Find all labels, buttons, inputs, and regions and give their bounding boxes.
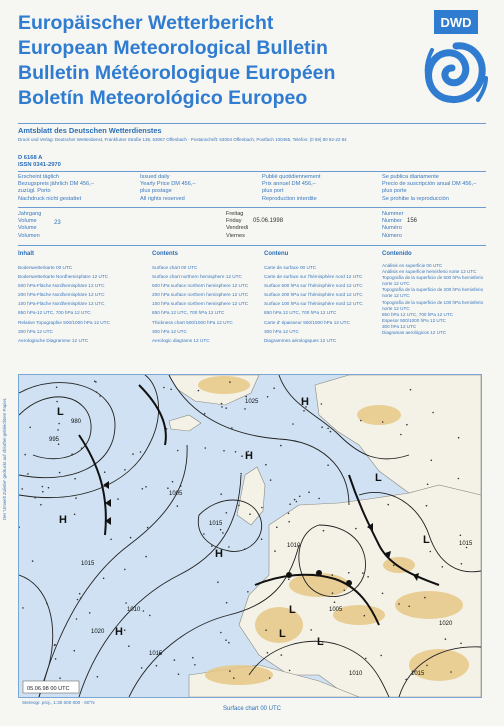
isobar-label: 1015: [81, 561, 95, 567]
station-dot: [318, 498, 320, 500]
station-dot: [332, 592, 334, 594]
list-item: Relative Topographie 500/1000 hPa 12 UTC: [18, 319, 110, 325]
station-dot: [247, 591, 249, 593]
station-dot: [229, 381, 231, 383]
iceland-landmass: [169, 415, 201, 431]
list-item: Aerologische Diagramme 12 UTC: [18, 337, 89, 343]
isobar-label: 980: [71, 419, 82, 425]
station-dot: [149, 615, 151, 617]
station-dot: [194, 664, 196, 666]
isobar-label: 1015: [411, 671, 425, 677]
list-item: 850 hPa-12 UTC, 700 hPa 12 UTC: [18, 310, 91, 316]
station-dot: [233, 677, 235, 679]
station-dot: [56, 387, 58, 389]
station-dot: [360, 420, 362, 422]
issue-info-english: Issued daily Yearly Price DM 456,– plus postage All rights reserved: [140, 174, 196, 202]
station-dot: [180, 485, 182, 487]
station-dot: [226, 512, 228, 514]
station-dot: [145, 556, 147, 558]
map-scale-note: Stereogr. proj., 1:30 000 000 · 60°N: [22, 700, 95, 705]
station-dot: [110, 539, 112, 541]
station-dot: [104, 471, 106, 473]
issue-date: 05.06.1998: [253, 218, 284, 224]
station-dot: [289, 670, 291, 672]
high-pressure-symbol: H: [245, 450, 253, 462]
isobar-label: 1005: [329, 607, 343, 613]
station-dot: [76, 618, 78, 620]
station-dot: [174, 659, 176, 661]
station-dot: [80, 597, 82, 599]
station-dot: [177, 450, 179, 452]
station-dot: [364, 615, 366, 617]
scandinavia-landmass: [315, 375, 481, 495]
station-dot: [296, 501, 298, 503]
station-dot: [211, 545, 213, 547]
station-dot: [172, 481, 174, 483]
low-pressure-symbol: L: [57, 406, 64, 418]
list-item: Surface chart 00 UTC: [152, 265, 198, 270]
station-dot: [365, 658, 367, 660]
station-dot: [310, 629, 312, 631]
station-dot: [426, 505, 428, 507]
station-dot: [288, 521, 290, 523]
station-dot: [427, 484, 429, 486]
list-item: Surface chart northern hemisphere 12 UTC: [152, 274, 242, 280]
logo-text: DWD: [440, 15, 472, 30]
high-pressure-symbol: H: [115, 626, 123, 638]
station-dot: [130, 537, 132, 539]
list-item: Topografía de la superficie de 200 hPa hemisferio norte 12 UTC: [382, 287, 484, 299]
list-item: Topografía de la superficie de 100 hPa hemisferio norte 12 UTC: [382, 299, 484, 311]
isobar-label: 1015: [459, 541, 473, 547]
list-item: 100 hPa surface northern hemisphere 12 UTC: [152, 301, 249, 307]
list-item: Surface 100 hPa sur l'hémisphère nord 12 UTC: [264, 301, 363, 307]
station-dot: [431, 460, 433, 462]
day-labels: Freitag Friday Vendredi Viernes: [226, 211, 249, 239]
station-dot: [241, 455, 243, 457]
station-dot: [393, 565, 395, 567]
station-dot: [99, 395, 101, 397]
list-item: Surface 200 hPa sur l'hémisphère nord 12 UTC: [264, 292, 363, 298]
contents-heading: Inhalt: [18, 251, 34, 257]
station-dot: [221, 406, 223, 408]
station-dot: [220, 632, 222, 634]
list-item: Bodenwetterkarte 00 UTC: [18, 265, 73, 270]
station-dot: [55, 658, 57, 660]
station-dot: [77, 599, 79, 601]
station-dot: [382, 593, 384, 595]
station-dot: [244, 408, 246, 410]
station-dot: [461, 563, 463, 565]
station-dot: [331, 574, 333, 576]
station-dot: [74, 514, 76, 516]
issue-info-german: Erscheint täglich Bezugspreis jährlich DM 456,– zuzügl. Porto Nachdruck nicht gestattet: [18, 174, 94, 202]
station-dot: [274, 550, 276, 552]
station-dot: [355, 528, 357, 530]
issue-number: 156: [407, 218, 418, 224]
list-item: 500 hPa surface northern hemisphere 12 UTC: [152, 283, 249, 289]
station-dot: [289, 503, 291, 505]
low-pressure-symbol: L: [423, 534, 430, 546]
divider: [18, 123, 486, 124]
number-labels: Nummer Number Numéro Número: [382, 211, 404, 239]
station-dot: [223, 450, 225, 452]
surface-weather-map: [18, 374, 482, 698]
station-dot: [244, 548, 246, 550]
station-dot: [321, 403, 323, 405]
station-dot: [228, 642, 230, 644]
station-dot: [294, 499, 296, 501]
station-dot: [231, 427, 233, 429]
contents-french: [264, 251, 378, 345]
divider: [18, 171, 486, 172]
station-dot: [81, 447, 83, 449]
issue-info-french: Publié quotidiennement Prix annuel DM 456,– plus port Reproduction interdite: [262, 174, 321, 202]
station-dot: [59, 472, 61, 474]
list-item: Thickness chart 500/1000 hPa 12 UTC: [152, 319, 233, 325]
station-dot: [58, 443, 60, 445]
station-dot: [261, 538, 263, 540]
station-dot: [222, 532, 224, 534]
station-dot: [273, 387, 275, 389]
station-dot: [400, 434, 402, 436]
list-item: 300 hPa 12 UTC: [152, 328, 187, 334]
station-dot: [58, 423, 60, 425]
station-dot: [261, 507, 263, 509]
list-item: 850 hPa 12 UTC, 700 hPa 12 UTC: [382, 311, 453, 317]
station-dot: [442, 566, 444, 568]
station-dot: [48, 487, 50, 489]
station-dot: [362, 572, 364, 574]
station-dot: [220, 493, 222, 495]
station-dot: [238, 505, 240, 507]
contents-spanish: [382, 251, 490, 336]
station-dot: [203, 533, 205, 535]
station-dot: [445, 638, 447, 640]
station-dot: [27, 473, 29, 475]
station-dot: [299, 496, 301, 498]
station-dot: [124, 629, 126, 631]
contents-german: [18, 251, 138, 345]
station-dot: [217, 581, 219, 583]
list-item: Diagramas aerológicos 12 UTC: [382, 330, 447, 336]
station-dot: [398, 603, 400, 605]
isobar-label: 1025: [245, 399, 259, 405]
station-dot: [32, 560, 34, 562]
station-dot: [141, 667, 143, 669]
station-dot: [19, 526, 20, 528]
title-german: Europäischer Wetterbericht: [18, 12, 274, 34]
station-dot: [79, 593, 81, 595]
station-dot: [22, 607, 24, 609]
station-dot: [424, 597, 426, 599]
station-dot: [450, 671, 452, 673]
map-caption: Surface chart 00 UTC: [222, 706, 282, 712]
station-dot: [54, 645, 56, 647]
station-dot: [163, 387, 165, 389]
list-item: Análisis en superficie hemisferio norte 12 UTC: [382, 269, 477, 275]
station-dot: [192, 657, 194, 659]
station-dot: [458, 478, 460, 480]
station-dot: [229, 670, 231, 672]
isobar-label: 1020: [91, 629, 105, 635]
volume-labels: Jahrgang Volume Volume Volumen: [18, 211, 42, 239]
station-dot: [132, 453, 134, 455]
station-dot: [177, 505, 179, 507]
station-dot: [321, 426, 323, 428]
station-dot: [288, 513, 290, 515]
station-dot: [267, 396, 269, 398]
list-item: 850 hPa 12 UTC, 700 hPa 12 UTC: [264, 310, 337, 316]
station-dot: [95, 381, 97, 383]
list-item: Aerologic diagrams 12 UTC: [152, 337, 210, 343]
station-dot: [334, 601, 336, 603]
isobar-label: 1015: [149, 651, 163, 657]
station-dot: [46, 603, 48, 605]
station-dot: [29, 427, 31, 429]
station-dot: [59, 677, 61, 679]
isobar-label: 1020: [439, 621, 453, 627]
contents-english: [152, 251, 262, 345]
station-dot: [281, 654, 283, 656]
volume-value: 23: [54, 220, 61, 226]
station-dot: [430, 551, 432, 553]
station-dot: [205, 447, 207, 449]
station-dot: [143, 610, 145, 612]
station-dot: [267, 652, 269, 654]
station-dot: [303, 410, 305, 412]
station-dot: [270, 479, 272, 481]
station-dot: [410, 389, 412, 391]
station-dot: [323, 530, 325, 532]
station-dot: [167, 487, 169, 489]
station-dot: [460, 643, 462, 645]
isobar-label: 1010: [127, 607, 141, 613]
station-dot: [245, 396, 247, 398]
station-dot: [432, 412, 434, 414]
station-dot: [24, 454, 26, 456]
isobar-label: 1005: [169, 491, 183, 497]
station-dot: [56, 401, 58, 403]
station-dot: [225, 639, 227, 641]
station-dot: [460, 535, 462, 537]
station-dot: [228, 546, 230, 548]
list-item: Topografía de la superficie de 500 hPa hemisferio norte 12 UTC: [382, 275, 484, 287]
isobar-label: 1010: [287, 543, 301, 549]
station-dot: [57, 429, 59, 431]
station-dot: [124, 469, 126, 471]
station-dot: [89, 612, 91, 614]
publication-code: D 6168 A: [18, 155, 43, 161]
recycled-paper-note: Der 'Umwelt Zuliebe' gedruckt auf chlorfrei gebleichtem Papier.: [2, 397, 7, 520]
list-item: Espesor 500/1000 hPa 12 UTC: [382, 317, 446, 323]
station-dot: [330, 431, 332, 433]
low-pressure-symbol: L: [289, 604, 296, 616]
station-dot: [226, 602, 228, 604]
station-dot: [435, 584, 437, 586]
station-dot: [198, 390, 200, 392]
publisher-address: Druck und Verlag: Deutscher Wetterdienst, Frankfurter Straße 135, 63067 Offenbach · Postanschrift: 63004 Offenbach, Postfach 100465, Telefon: (0 69) 80 62-22 84: [18, 137, 347, 142]
list-item: Carte de surface sur l'hémisphère nord 12 UTC: [264, 274, 363, 280]
station-dot: [74, 650, 76, 652]
list-item: Bodenwetterkarte Nordhemisphäre 12 UTC: [18, 274, 109, 280]
station-dot: [265, 629, 267, 631]
station-dot: [327, 464, 329, 466]
low-pressure-symbol: L: [317, 636, 324, 648]
issn: ISSN 0341-2970: [18, 162, 61, 168]
station-dot: [276, 526, 278, 528]
list-item: 300 hPa 12 UTC: [382, 323, 417, 329]
station-dot: [220, 529, 222, 531]
list-item: Carte de surface 00 UTC: [264, 265, 317, 270]
title-spanish: Boletín Meteorológico Europeo: [18, 87, 308, 109]
station-dot: [288, 579, 290, 581]
divider: [18, 207, 486, 208]
station-dot: [124, 569, 126, 571]
low-pressure-symbol: L: [375, 472, 382, 484]
isobar-label: 1010: [349, 671, 363, 677]
list-item: Carte d' épaisseur 500/1000 hPa 12 UTC: [264, 319, 350, 325]
station-dot: [145, 486, 147, 488]
station-dot: [142, 488, 144, 490]
station-dot: [380, 655, 382, 657]
station-dot: [382, 421, 384, 423]
station-dot: [387, 504, 389, 506]
map-inset-label: 05.06.98 00 UTC: [27, 686, 70, 692]
station-dot: [40, 504, 42, 506]
issue-info-spanish: Se publica diariamente Precio de suscripción anual DM 456,– plus porte Se prohibe la reproducción: [382, 174, 477, 202]
station-dot: [42, 491, 44, 493]
station-dot: [292, 423, 294, 425]
station-dot: [408, 606, 410, 608]
isobar-label: 995: [49, 437, 60, 443]
list-item: 850 hPa 12 UTC, 700 hPa 12 UTC: [152, 310, 225, 316]
station-dot: [71, 453, 73, 455]
title-english: European Meteorological Bulletin: [18, 37, 328, 59]
station-dot: [406, 424, 408, 426]
list-item: 300 hPa 12 UTC: [18, 328, 53, 334]
station-dot: [97, 676, 99, 678]
station-dot: [327, 428, 329, 430]
station-dot: [21, 488, 23, 490]
station-dot: [75, 497, 77, 499]
list-item: 200 hPa surface northern hemisphere 12 UTC: [152, 292, 249, 298]
station-dot: [140, 451, 142, 453]
isobar-label: 1015: [209, 521, 223, 527]
station-dot: [240, 473, 242, 475]
station-dot: [225, 407, 227, 409]
station-dot: [74, 478, 76, 480]
station-dot: [249, 513, 251, 515]
title-french: Bulletin Météorologique Européen: [18, 62, 336, 84]
station-dot: [34, 497, 36, 499]
publisher-heading: Amtsblatt des Deutschen Wetterdienstes: [18, 126, 162, 135]
list-item: 300 hPa 12 UTC: [264, 328, 299, 334]
station-dot: [103, 578, 105, 580]
station-dot: [42, 486, 44, 488]
station-dot: [235, 451, 237, 453]
list-item: 100 hPa-Fläche Nordhemisphäre 12 UTC: [18, 301, 105, 307]
station-dot: [166, 428, 168, 430]
divider: [18, 245, 486, 246]
contents-heading: Contents: [152, 251, 178, 257]
station-dot: [265, 464, 267, 466]
contents-heading: Contenu: [264, 251, 289, 257]
station-dot: [147, 527, 149, 529]
station-dot: [348, 572, 350, 574]
station-dot: [221, 403, 223, 405]
station-dot: [178, 673, 180, 675]
dwd-logo: [412, 10, 490, 116]
station-dot: [96, 391, 98, 393]
list-item: Análisis en superficie 00 UTC: [382, 263, 443, 268]
station-dot: [405, 679, 407, 681]
station-dot: [170, 389, 172, 391]
station-dot: [280, 445, 282, 447]
high-pressure-symbol: H: [59, 514, 67, 526]
list-item: Surface 500 hPa sur l'hémisphère nord 12 UTC: [264, 283, 363, 289]
contents-heading: Contenido: [382, 251, 412, 257]
station-dot: [367, 576, 369, 578]
station-dot: [117, 498, 119, 500]
low-pressure-symbol: L: [279, 628, 286, 640]
station-dot: [308, 491, 310, 493]
station-dot: [128, 645, 130, 647]
station-dot: [344, 590, 346, 592]
station-dot: [458, 437, 460, 439]
station-dot: [125, 602, 127, 604]
station-dot: [426, 665, 428, 667]
list-item: Diagrammes aérologiques 12 UTC: [264, 337, 337, 343]
list-item: 500 hPa-Fläche Nordhemisphäre 12 UTC: [18, 283, 105, 289]
station-dot: [204, 413, 206, 415]
station-dot: [156, 665, 158, 667]
list-item: 200 hPa-Fläche Nordhemisphäre 12 UTC: [18, 292, 105, 298]
station-dot: [269, 677, 271, 679]
high-pressure-symbol: H: [215, 548, 223, 560]
high-pressure-symbol: H: [301, 396, 309, 408]
